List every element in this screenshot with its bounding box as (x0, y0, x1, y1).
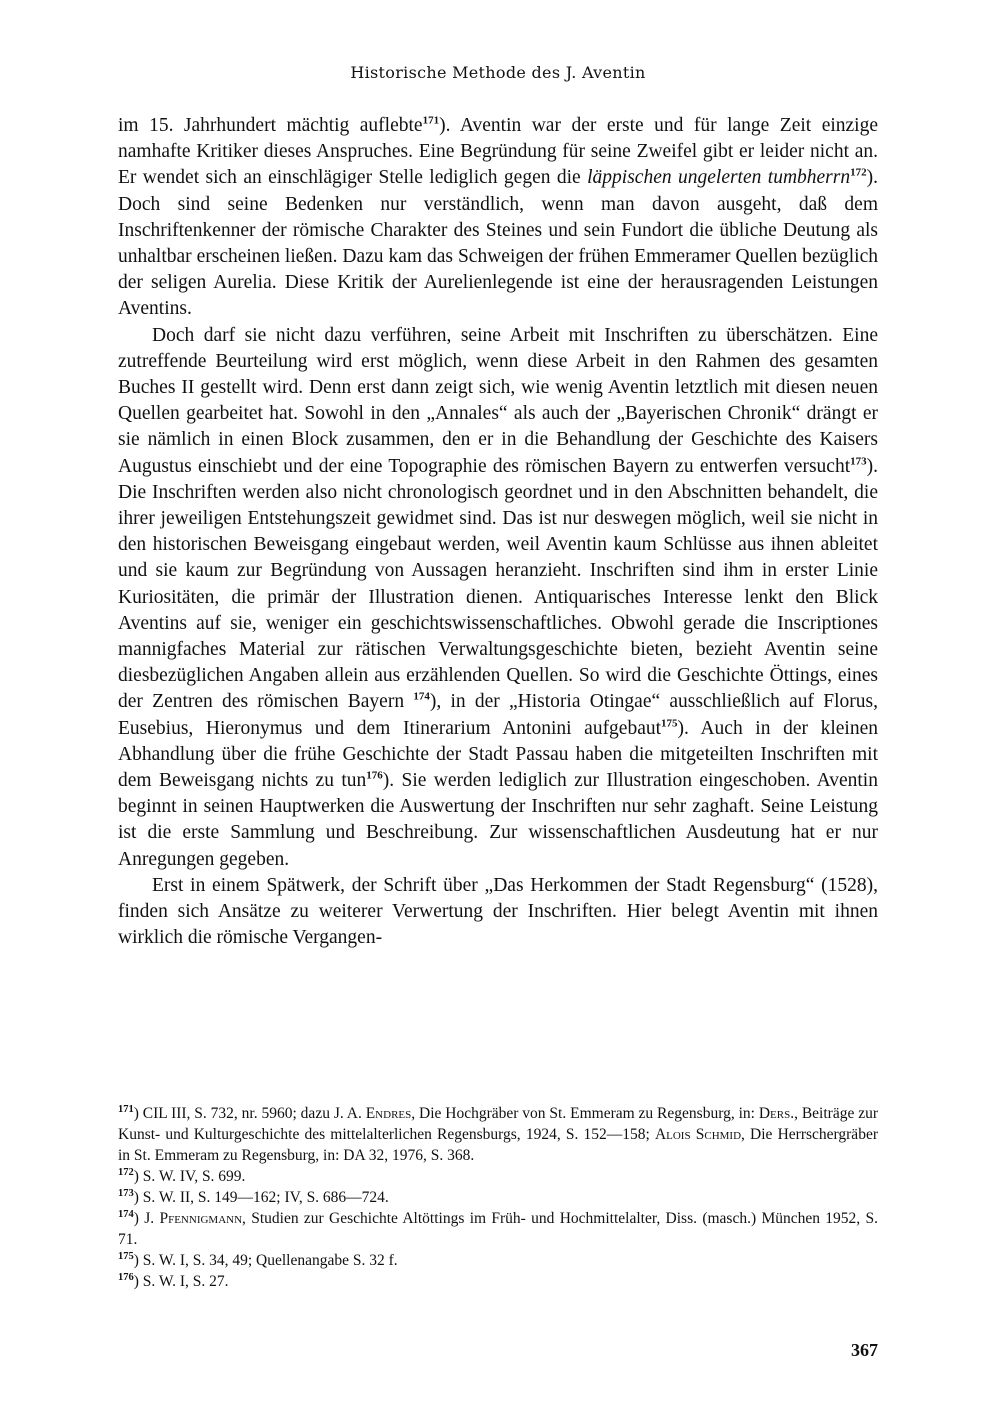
paragraph (118, 323, 878, 873)
author-name: Alois Schmid (654, 1126, 742, 1143)
footnote-reference: 171 (422, 114, 440, 127)
footnote-number: 175 (118, 1250, 134, 1262)
text-run: ) CIL III, S. 732, nr. 5960; dazu J. A. (133, 1105, 366, 1122)
footnote-number: 172 (118, 1166, 134, 1178)
footnote (118, 1271, 878, 1292)
footnote (118, 1187, 878, 1208)
footnote (118, 1208, 878, 1250)
footnote-number: 171 (118, 1103, 134, 1115)
footnote (118, 1103, 878, 1166)
footnote-reference: 175 (661, 717, 678, 730)
text-run: ). Die Inschriften werden also nicht chronologisch geordnet und in den Abschnitten behandelt, die ihrer jeweiligen Entstehungszeit gewidmet sind. Das ist nur deswegen möglich, weil sie nicht in den historischen Beweisgang eingebaut werden, weil Aventin kaum Schlüsse aus ihnen ableitet und sie kaum zur Begründung von Aussagen heranzieht. Inschriften sind ihm in erster Linie Kuriositäten, die primär der Illustration dienen. Antiquarisches Interesse lenkt den Blick Aventins auf sie, weniger ein geschichtswissenschaftliches. Obwohl gerade die Inscriptiones mannigfaches Material zur rätischen Verwaltungsgeschichte bieten, bezieht Aventin seine diesbezüglichen Angaben allein aus erzählenden Quellen. So wird die Geschichte Öttings, eines der Zentren des römischen Bayern (118, 455, 878, 713)
footnote-reference: 174 (413, 690, 430, 703)
text-run: ), in der „Historia Otingae“ ausschließlich auf Florus, Eusebius, Hieronymus und dem Itinerarium Antonini aufgebaut (118, 691, 878, 739)
text-run: ) S. W. I, S. 27. (133, 1273, 229, 1290)
text-run: ) S. W. I, S. 34, 49; Quellenangabe S. 32 f. (133, 1252, 398, 1269)
footnote (118, 1166, 878, 1187)
text-run: Doch darf sie nicht dazu verführen, seine Arbeit mit Inschriften zu überschätzen. Eine zutreffende Beurteilung wird erst möglich, wenn diese Arbeit in den Rahmen des gesamten Buches II gestellt wird. Denn erst dann zeigt sich, wie wenig Aventin letztlich mit diesen neuen Quellen gearbeitet hat. Sowohl in den „Annales“ als auch der „Bayerischen Chronik“ drängt er sie nämlich in einen Block zusammen, den er in die Behandlung der Geschichte des Kaisers Augustus einschiebt und der eine Topographie des römischen Bayern zu entwerfen versucht (118, 324, 878, 477)
main-text (118, 113, 878, 952)
footnote-reference: 173 (850, 455, 867, 468)
footnote-number: 174 (118, 1208, 134, 1220)
text-run: , Beiträge zur Kunst- und Kulturgeschichte des mittelalterlichen Regensburgs, 1924, S. 152—158; (118, 1105, 879, 1143)
text-run: ). Aventin war der erste und für lange Zeit einzige namhafte Kritiker dieses Anspruches. Eine Begründung für seine Zweifel gibt er leider nicht an. Er wendet sich an einschlägiger Stelle lediglich gegen die (118, 115, 878, 189)
text-run: Erst in einem Spätwerk, der Schrift über „Das Herkommen der Stadt Regensburg“ (1528), finden sich Ansätze zu weiterer Verwertung der Inschriften. Hier belegt Aventin mit ihnen wirklich die römische Vergangen- (118, 874, 878, 949)
footnote (118, 1250, 878, 1271)
paragraph (118, 873, 878, 952)
text-run: , Studien zur Geschichte Altöttings im Früh- und Hochmittelalter, Diss. (masch.) München 1952, S. 71. (118, 1210, 878, 1248)
text-run: ) S. W. IV, S. 699. (133, 1168, 246, 1185)
running-head: Historische Methode des J. Aventin (350, 63, 646, 82)
italic-quote: läppischen ungelerten tumbherrn (587, 167, 851, 189)
paragraph (118, 113, 878, 323)
author-name: Pfennigmann (159, 1210, 243, 1227)
text-run: ). Sie werden lediglich zur Illustration eingeschoben. Aventin beginnt in seinen Hauptwerken die Auswertung der Inschriften nur sehr zaghaft. Seine Leistung ist die erste Sammlung und Beschreibung. Zur wissenschaftlichen Ausdeutung hat er nur Anregungen gegeben. (118, 770, 878, 870)
author-name: Ders. (758, 1105, 795, 1122)
text-run: ). Doch sind seine Bedenken nur verständlich, wenn man davon ausgeht, daß dem Inschriftenkenner der römische Charakter des Steines und sein Fundort die übliche Deutung als unhaltbar erscheinen ließen. Dazu kam das Schweigen der frühen Emmeramer Quellen bezüglich der seligen Aurelia. Diese Kritik der Aurelienlegende ist eine der herausragenden Leistungen Aventins. (118, 167, 878, 320)
footnote-number: 173 (118, 1187, 134, 1199)
page-number: 367 (851, 1340, 878, 1360)
footnotes (118, 1103, 878, 1292)
footnote-reference: 176 (366, 769, 383, 782)
text-run: ). Auch in der kleinen Abhandlung über die frühe Geschichte der Stadt Passau haben die mitgeteilten Inschriften mit dem Beweisgang nichts zu tun (118, 717, 878, 792)
text-run: ) S. W. II, S. 149—162; IV, S. 686—724. (133, 1189, 389, 1206)
footnote-reference: 172 (850, 166, 867, 179)
text-run: im 15. Jahrhundert mächtig auflebte (118, 115, 423, 136)
text-run: , Die Hochgräber von St. Emmeram zu Regensburg, in: (411, 1105, 759, 1122)
text-run: ) J. (133, 1210, 160, 1227)
text-run: , Die Herrschergräber in St. Emmeram zu Regensburg, in: DA 32, 1976, S. 368. (118, 1126, 878, 1164)
author-name: Endres (365, 1105, 412, 1122)
footnote-number: 176 (118, 1271, 134, 1283)
